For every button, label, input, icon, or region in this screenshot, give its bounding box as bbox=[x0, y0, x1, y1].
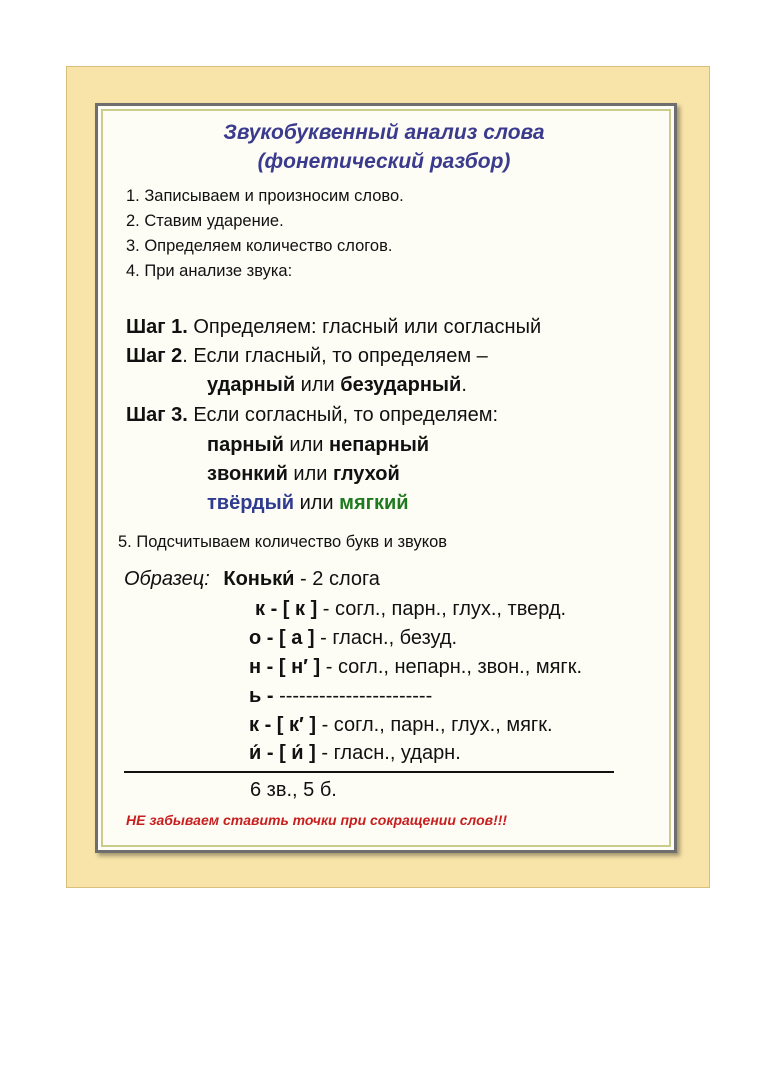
shag-2-line bbox=[126, 345, 488, 368]
row-desc: - согл., непарн., звон., мягк. bbox=[320, 656, 583, 678]
unstressed-word: безударный bbox=[340, 374, 462, 396]
sample-word: Коньки́ bbox=[223, 568, 295, 590]
total-count: 6 зв., 5 б. bbox=[250, 779, 337, 801]
step-2: 2. Ставим ударение. bbox=[126, 212, 284, 230]
voice-line bbox=[207, 463, 400, 486]
hard-word: твёрдый bbox=[207, 492, 295, 514]
row-letter: и́ - [ и́ ] bbox=[249, 742, 316, 764]
step-5: 5. Подсчитываем количество букв и звуков bbox=[118, 533, 448, 551]
pair-line bbox=[207, 434, 429, 457]
shag-2-text: . Если гласный, то определяем – bbox=[182, 345, 488, 367]
row-letter: ь - bbox=[249, 685, 274, 707]
warning-note: НЕ забываем ставить точки при сокращении слов!!! bbox=[126, 812, 508, 828]
row-desc: - гласн., ударн. bbox=[315, 742, 461, 764]
hardness-line bbox=[207, 492, 409, 515]
shag-2-end: . bbox=[461, 374, 467, 396]
title-line-2: (фонетический разбор) bbox=[257, 150, 511, 173]
step-1: 1. Записываем и произносим слово. bbox=[126, 187, 404, 205]
shag-2-options bbox=[207, 374, 467, 397]
step-4: 4. При анализе звука: bbox=[126, 262, 293, 280]
sound-row bbox=[249, 714, 553, 737]
shag-3-text: Если согласный, то определяем: bbox=[187, 404, 499, 426]
unpaired-word: непарный bbox=[329, 434, 430, 456]
hardness-or: или bbox=[294, 492, 340, 514]
shag-1-text: Определяем: гласный или согласный bbox=[187, 316, 542, 338]
sample-syllables: - 2 слога bbox=[294, 568, 380, 590]
row-desc: - гласн., безуд. bbox=[314, 627, 458, 649]
row-letter: н - [ н′ ] bbox=[249, 656, 321, 678]
row-desc: - согл., парн., глух., мягк. bbox=[316, 714, 553, 736]
sound-row bbox=[249, 685, 432, 708]
shag-1-label: Шаг 1. bbox=[126, 316, 188, 338]
step-3: 3. Определяем количество слогов. bbox=[126, 237, 393, 255]
shag-3-label: Шаг 3. bbox=[126, 404, 188, 426]
sound-row bbox=[255, 598, 566, 621]
shag-3-line bbox=[126, 404, 498, 427]
total-divider bbox=[124, 771, 614, 773]
sound-row bbox=[249, 742, 461, 765]
voiced-word: звонкий bbox=[207, 463, 288, 485]
shag-2-label: Шаг 2 bbox=[126, 345, 183, 367]
title-line-1: Звукобуквенный анализ слова bbox=[223, 121, 545, 144]
sound-row bbox=[249, 656, 582, 679]
row-letter: к - [ к ] bbox=[255, 598, 318, 620]
row-desc: ----------------------- bbox=[273, 685, 433, 707]
sound-row bbox=[249, 627, 457, 650]
paired-word: парный bbox=[207, 434, 284, 456]
row-desc: - согл., парн., глух., тверд. bbox=[317, 598, 567, 620]
sample-label: Образец: bbox=[124, 568, 210, 590]
row-letter: к - [ к′ ] bbox=[249, 714, 317, 736]
shag-2-or: или bbox=[295, 374, 341, 396]
soft-word: мягкий bbox=[339, 492, 409, 514]
shag-1-line bbox=[126, 316, 541, 339]
voiceless-word: глухой bbox=[333, 463, 400, 485]
stressed-word: ударный bbox=[207, 374, 296, 396]
pair-or: или bbox=[283, 434, 330, 456]
row-letter: о - [ а ] bbox=[249, 627, 315, 649]
voice-or: или bbox=[287, 463, 334, 485]
sample-line bbox=[124, 568, 380, 591]
